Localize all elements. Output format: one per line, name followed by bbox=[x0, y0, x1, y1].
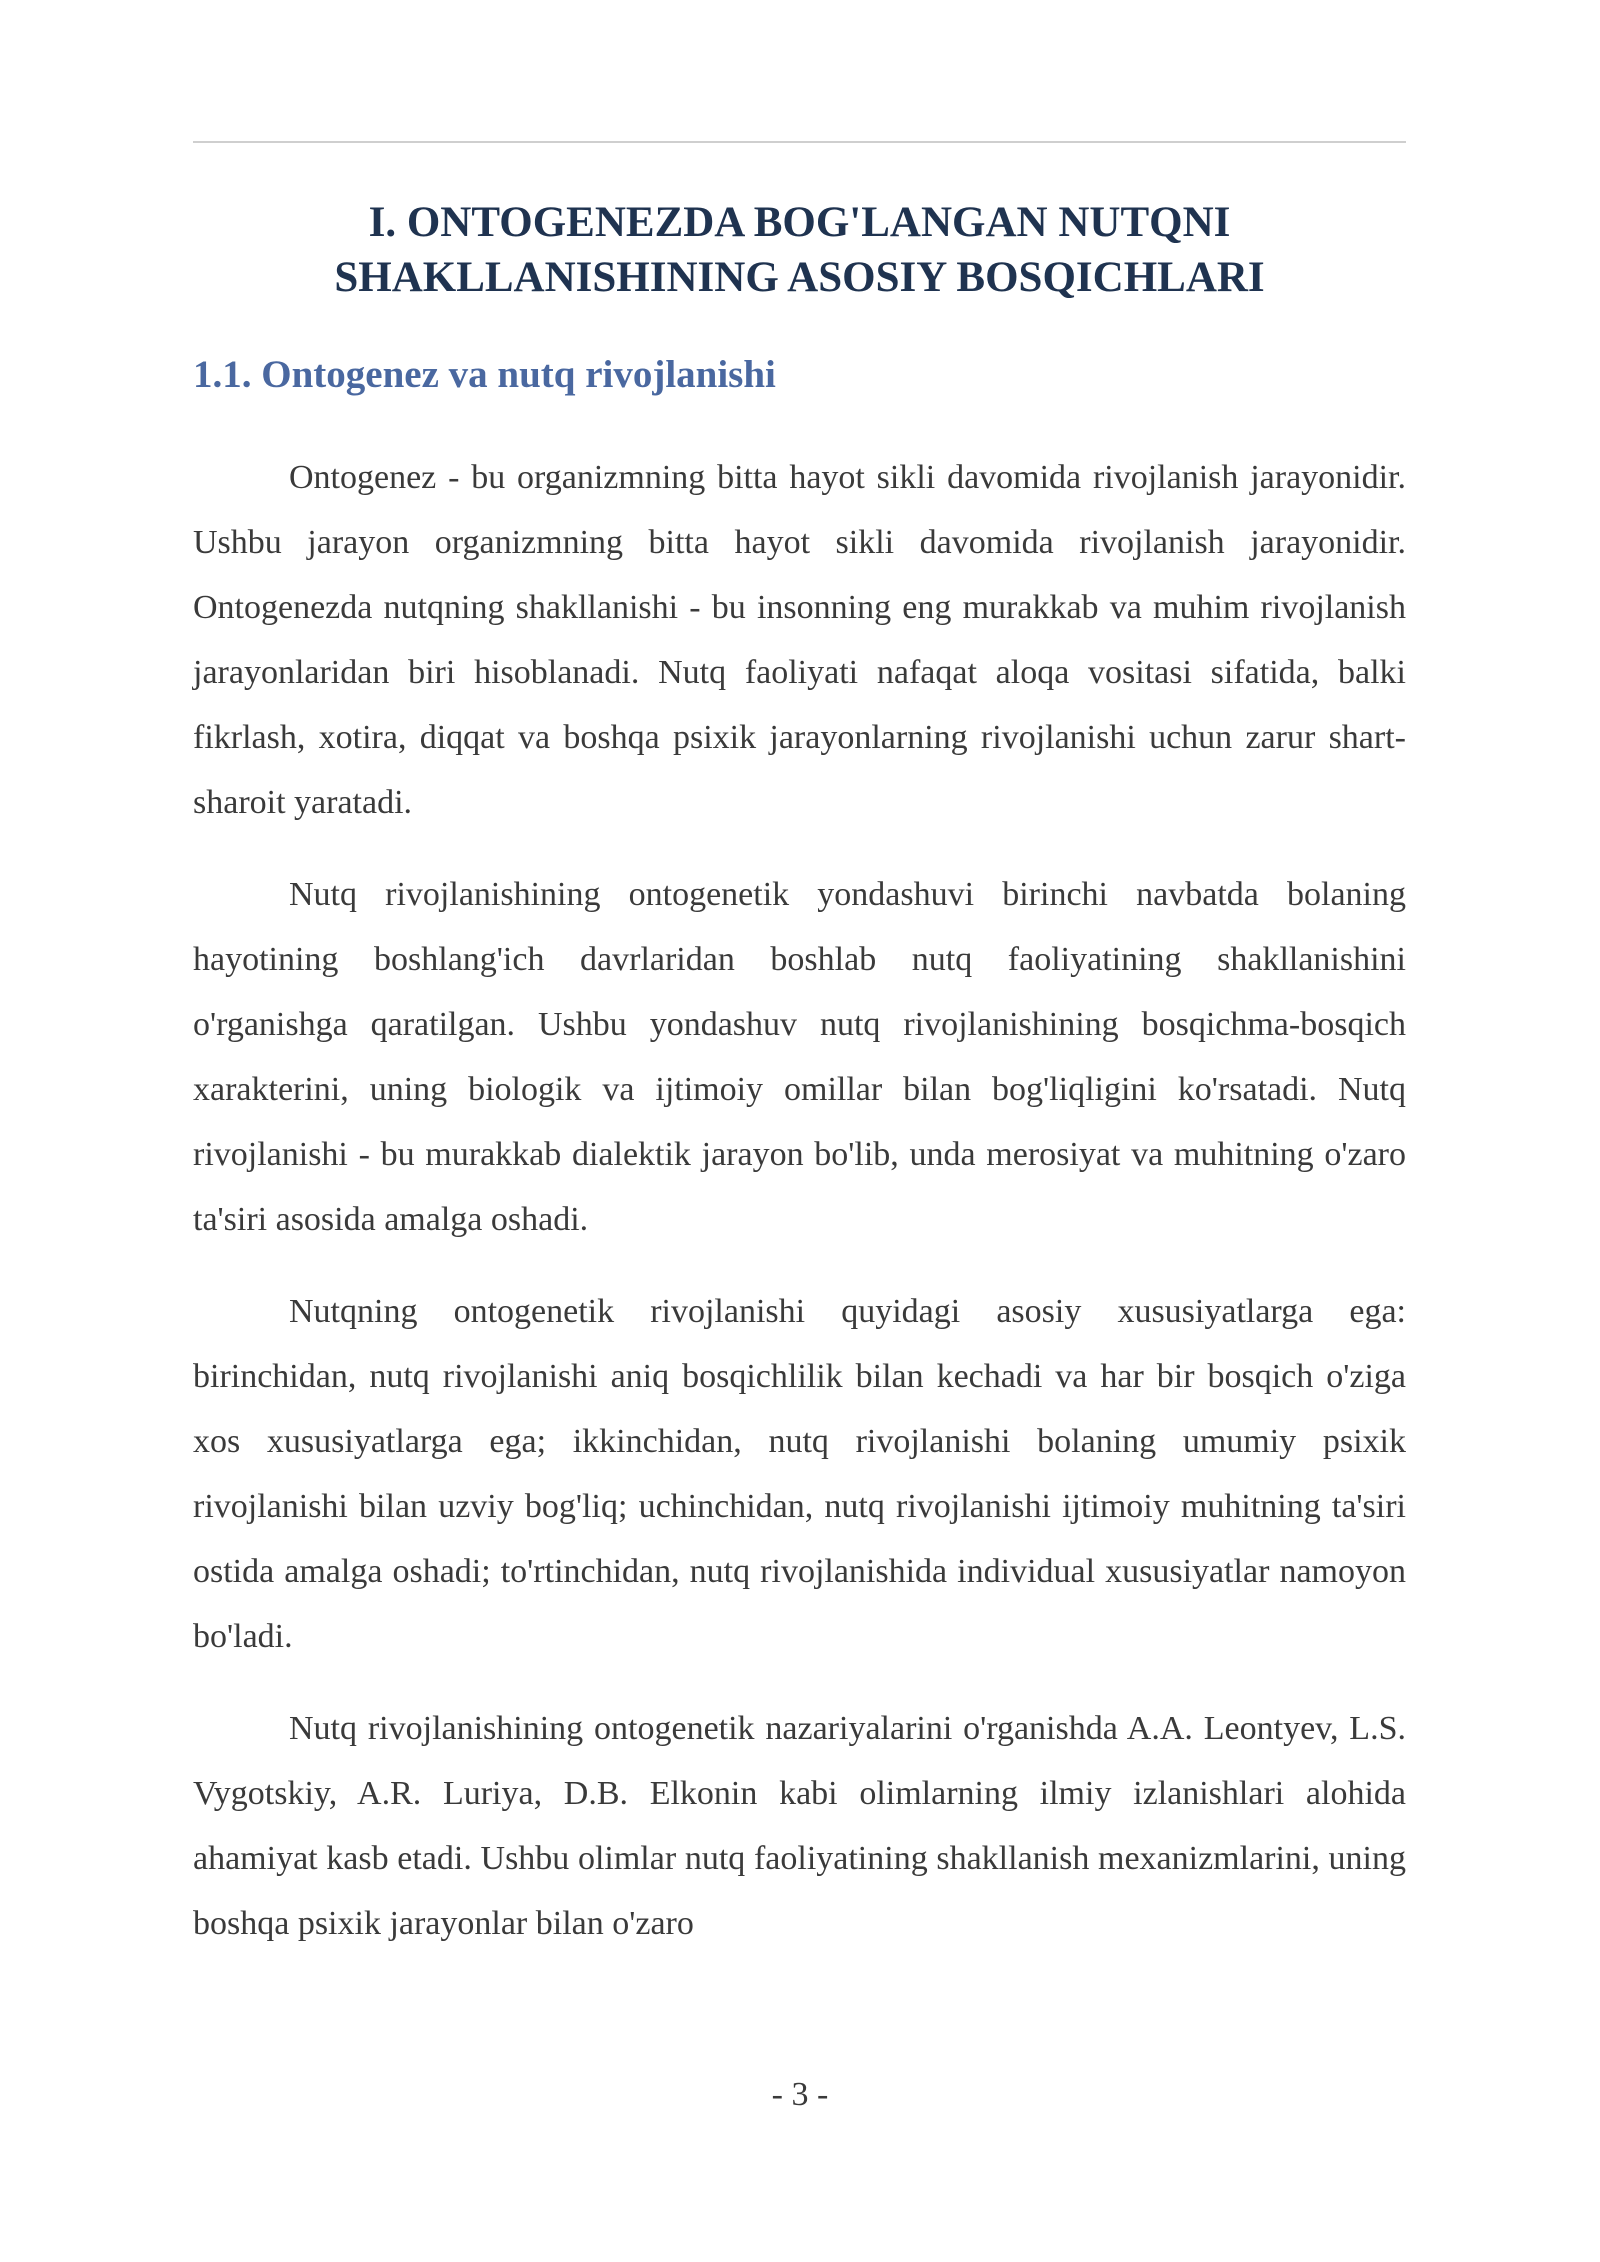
chapter-title bbox=[193, 195, 1406, 305]
chapter-title-line-2: SHAKLLANISHINING ASOSIY BOSQICHLARI bbox=[334, 254, 1265, 301]
chapter-title-line-1: I. ONTOGENEZDA BOG'LANGAN NUTQNI bbox=[368, 199, 1231, 246]
paragraph-4: Nutq rivojlanishining ontogenetik nazariyalarini o'rganishda A.A. Leontyev, L.S. Vygotskiy, A.R. Luriya, D.B. Elkonin kabi olimlarning ilmiy izlanishlari alohida ahamiyat kasb etadi. Ushbu olimlar nutq faoliyatining shakllanish mexanizmlarini, uning boshqa psixik jarayonlar bilan o'zaro bbox=[193, 1710, 1406, 1942]
paragraph-3: Nutqning ontogenetik rivojlanishi quyidagi asosiy xususiyatlarga ega: birinchidan, nutq rivojlanishi aniq bosqichlilik bilan kechadi va har bir bosqich o'ziga xos xususiyatlarga ega; ikkinchidan, nutq rivojlanishi bolaning umumiy psixik rivojlanishi bilan uzviy bog'liq; uchinchidan, nutq rivojlanishi ijtimoiy muhitning ta'siri ostida amalga oshadi; to'rtinchidan, nutq rivojlanishida individual xususiyatlar namoyon bo'ladi. bbox=[193, 1293, 1406, 1655]
section-heading: 1.1. Ontogenez va nutq rivojlanishi bbox=[193, 353, 776, 396]
paragraph-1: Ontogenez - bu organizmning bitta hayot sikli davomida rivojlanish jarayonidir. Ushbu jarayon organizmning bitta hayot sikli davomida rivojlanish jarayonidir. Ontogenezda nutqning shakllanishi - bu insonning eng murakkab va muhim rivojlanish jarayonlaridan biri hisoblanadi. Nutq faoliyati nafaqat aloqa vositasi sifatida, balki fikrlash, xotira, diqqat va boshqa psixik jarayonlarning rivojlanishi uchun zarur shart-sharoit yaratadi. bbox=[193, 459, 1406, 821]
body-text bbox=[193, 445, 1406, 1983]
header-rule bbox=[193, 141, 1406, 143]
page-number: - 3 - bbox=[771, 2076, 829, 2113]
paragraph-2: Nutq rivojlanishining ontogenetik yondashuvi birinchi navbatda bolaning hayotining boshlang'ich davrlaridan boshlab nutq faoliyatining shakllanishini o'rganishga qaratilgan. Ushbu yondashuv nutq rivojlanishining bosqichma-bosqich xarakterini, uning biologik va ijtimoiy omillar bilan bog'liqligini ko'rsatadi. Nutq rivojlanishi - bu murakkab dialektik jarayon bo'lib, unda merosiyat va muhitning o'zaro ta'siri asosida amalga oshadi. bbox=[193, 876, 1406, 1238]
